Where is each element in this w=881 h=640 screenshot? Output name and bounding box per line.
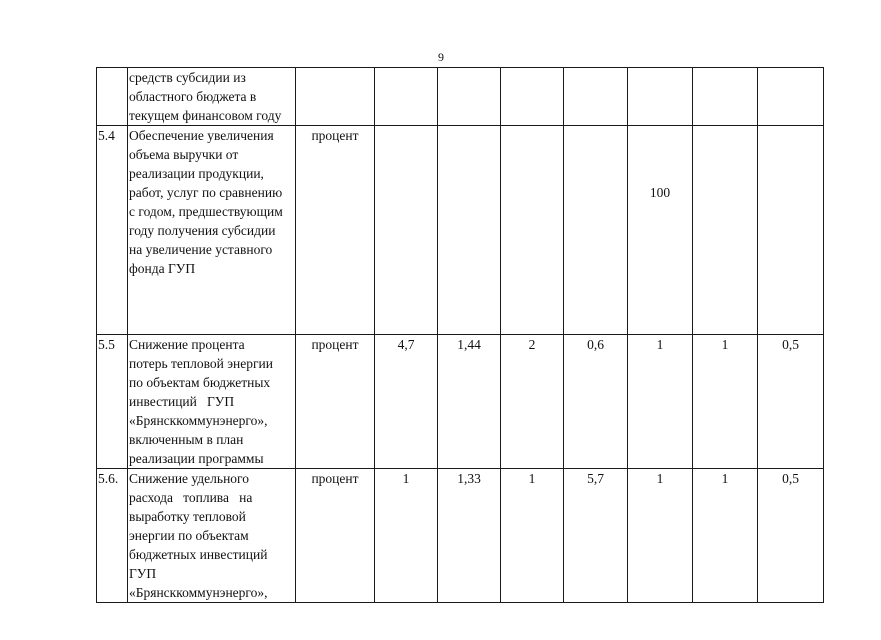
table-row (97, 126, 824, 335)
value-cell: 1,44 (438, 335, 501, 469)
value-cell: 1 (501, 469, 564, 603)
indicator-name-line: потерь тепловой энергии (129, 356, 273, 371)
indicator-name (128, 68, 296, 126)
indicator-name-line: бюджетных инвестиций (129, 547, 268, 562)
unit-cell: процент (296, 335, 375, 469)
value-cell: 1,33 (438, 469, 501, 603)
row-number (97, 68, 128, 126)
value-cell: 1 (628, 335, 693, 469)
indicator-name-line: с годом, предшествующим (129, 204, 283, 219)
table-row (97, 68, 824, 126)
value-cell: 2 (501, 335, 564, 469)
value-cell (564, 126, 628, 335)
unit-cell (296, 68, 375, 126)
value-cell: 0,5 (758, 335, 824, 469)
page-number: 9 (438, 50, 444, 64)
value-cell: 1 (375, 469, 438, 603)
indicator-name-line: Обеспечение увеличения (129, 128, 274, 143)
value-cell (758, 126, 824, 335)
row-number: 5.5 (97, 335, 128, 469)
indicator-name (128, 469, 296, 603)
indicators-table (96, 67, 824, 603)
value-cell (375, 126, 438, 335)
unit-cell: процент (296, 469, 375, 603)
value-cell (501, 126, 564, 335)
indicator-name-line: фонда ГУП (129, 261, 196, 276)
indicator-name-line: ГУП (129, 566, 157, 581)
row-number: 5.6. (97, 469, 128, 603)
value-cell (438, 68, 501, 126)
indicator-name-line: энергии по объектам (129, 528, 249, 543)
indicator-name-line: «Брянсккоммунэнерго», (129, 413, 268, 428)
indicator-name (128, 126, 296, 335)
value-cell (564, 68, 628, 126)
indicator-name-line: выработку тепловой (129, 509, 246, 524)
value-cell (758, 68, 824, 126)
row-number: 5.4 (97, 126, 128, 335)
indicator-name-line: расхода топлива на (129, 490, 253, 505)
indicator-name-line: текущем финансовом году (129, 108, 282, 123)
value-cell (693, 126, 758, 335)
indicator-name-line: на увеличение уставного (129, 242, 273, 257)
indicator-name-line: по объектам бюджетных (129, 375, 271, 390)
value-cell: 4,7 (375, 335, 438, 469)
indicator-name-line: инвестиций ГУП (129, 394, 235, 409)
value-cell (628, 68, 693, 126)
value-cell: 100 (628, 126, 693, 335)
indicator-name-line: Снижение удельного (129, 471, 249, 486)
indicator-name-line: «Брянсккоммунэнерго», (129, 585, 268, 600)
value-cell: 1 (628, 469, 693, 603)
value-cell (501, 68, 564, 126)
value-cell (438, 126, 501, 335)
value-cell: 0,5 (758, 469, 824, 603)
indicator-name-line: объема выручки от (129, 147, 239, 162)
value-cell: 1 (693, 469, 758, 603)
value-cell: 5,7 (564, 469, 628, 603)
indicator-name-line: включенным в план (129, 432, 244, 447)
unit-cell: процент (296, 126, 375, 335)
indicator-name-line: году получения субсидии (129, 223, 276, 238)
indicator-name-line: реализации продукции, (129, 166, 264, 181)
indicator-name-line: работ, услуг по сравнению (129, 185, 283, 200)
indicator-name-line: областного бюджета в (129, 89, 257, 104)
table-row (97, 335, 824, 469)
value-cell (375, 68, 438, 126)
value-cell: 0,6 (564, 335, 628, 469)
value-cell (693, 68, 758, 126)
table-row (97, 469, 824, 603)
indicator-name-line: средств субсидии из (129, 70, 246, 85)
indicator-name-line: реализации программы (129, 451, 264, 466)
indicator-name (128, 335, 296, 469)
value-cell: 1 (693, 335, 758, 469)
indicator-name-line: Снижение процента (129, 337, 245, 352)
